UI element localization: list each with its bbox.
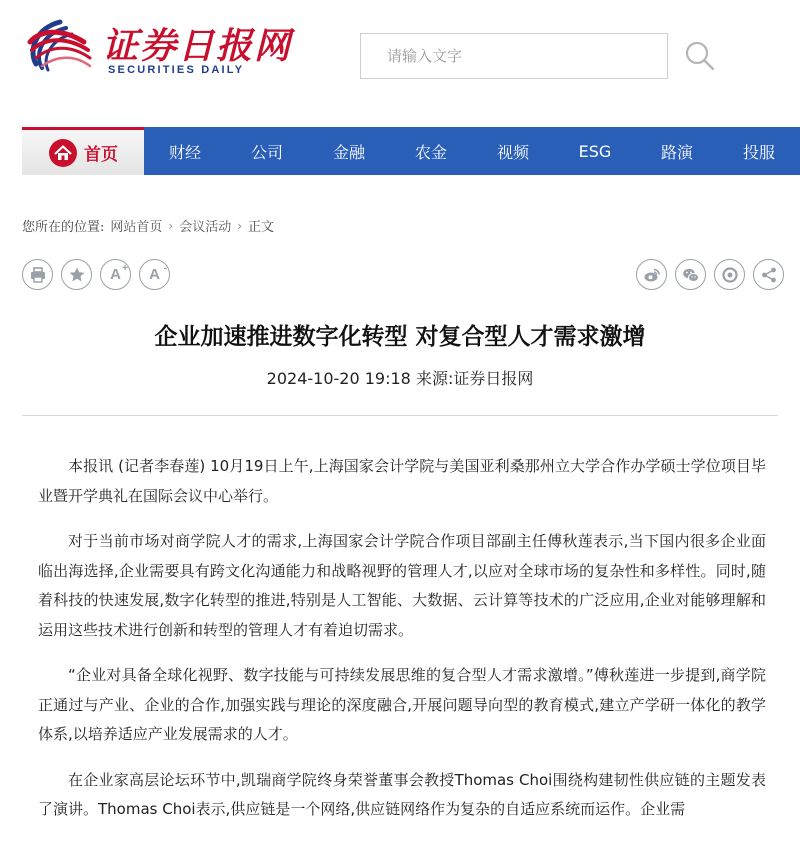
nav-item-finance[interactable]: 财经 [168,142,201,162]
breadcrumb-home-link[interactable]: 网站首页 [110,220,163,235]
home-icon [48,138,78,168]
nav-item-banking[interactable]: 金融 [332,142,365,162]
nav-item-home[interactable] [22,127,144,175]
article-tools [22,259,170,290]
nav-item-esg[interactable]: ESG [578,141,612,161]
nav-item-video[interactable]: 视频 [496,142,529,162]
logo-english-text: SECURITIES DAILY [108,64,245,76]
article-paragraph: 本报讯 (记者李春莲) 10月19日上午,上海国家会计学院与美国亚利桑那州立大学合作办学硕士学位项目毕业暨开学典礼在国际会议中心举行。 [38,457,766,505]
article-meta [0,366,800,389]
chevron-right-icon: › [168,218,174,233]
share-icon [760,266,778,284]
share-qzone-button[interactable] [714,259,745,290]
share-more-button[interactable] [753,259,784,290]
font-decrease-button[interactable] [139,259,170,290]
main-nav [22,127,800,175]
article-body [38,452,766,841]
article-paragraph: 对于当前市场对商学院人才的需求,上海国家会计学院合作项目部副主任傅秋莲表示,当下国内很多企业面临出海选择,企业需要具有跨文化沟通能力和战略视野的管理人才,以应对全球市场的复杂性和多样性。同时,随着科技的快速发展,数字化转型的推进,特别是人工智能、大数据、云计算等技术的广泛应用,企业对能够理解和运用这些技术进行创新和转型的管理人才有着迫切需求。 [38,532,766,639]
share-weibo-button[interactable] [636,259,667,290]
qzone-icon [721,266,739,284]
search-icon[interactable] [684,40,716,72]
article-paragraph: “企业对具备全球化视野、数字技能与可持续发展思维的复合型人才需求激增。”傅秋莲进一步提到,商学院正通过与产业、企业的合作,加强实践与理论的深度融合,开展问题导向型的教育模式,建立产学研一体化的教学体系,以培养适应产业发展需求的人才。 [38,666,766,743]
article-source: 来源:证券日报网 [415,369,534,388]
font-decrease-icon: A - [149,263,167,283]
article-paragraph: 在企业家高层论坛环节中,凯瑞商学院终身荣誉董事会教授Thomas Choi围绕构建韧性供应链的主题发表了演讲。Thomas Choi表示,供应链是一个网络,供应链网络作为复杂的自适应系统而运作。企业需 [38,770,766,818]
share-tools [636,259,784,290]
article-title: 企业加速推进数字化转型 对复合型人才需求激增 [154,324,646,350]
weibo-icon [643,266,661,284]
nav-item-investor-service[interactable]: 投服 [742,142,775,162]
breadcrumb-label: 您所在的位置: [22,220,105,235]
logo-chinese-text: 证券日报网 [102,25,293,67]
print-button[interactable] [22,259,53,290]
print-icon [29,266,47,284]
breadcrumb-current: 正文 [248,220,275,235]
breadcrumb [22,216,274,235]
article-date: 2024-10-20 19:18 [266,369,411,388]
share-wechat-button[interactable] [675,259,706,290]
nav-item-roadshow[interactable]: 路演 [660,142,693,162]
nav-home-label: 首页 [84,145,118,165]
logo-swirl-icon [22,12,102,80]
search-box [360,33,668,79]
wechat-icon [682,266,700,284]
font-increase-button[interactable] [100,259,131,290]
nav-item-company[interactable]: 公司 [250,142,283,162]
nav-item-rural-finance[interactable]: 农金 [414,142,447,162]
breadcrumb-section-link[interactable]: 会议活动 [179,220,232,235]
site-logo[interactable] [22,12,293,82]
search-input[interactable] [361,34,667,78]
favorite-button[interactable] [61,259,92,290]
font-increase-icon: A + [110,263,128,283]
title-divider [22,415,778,416]
favorite-star-icon [68,266,86,284]
chevron-right-icon: › [237,218,243,233]
